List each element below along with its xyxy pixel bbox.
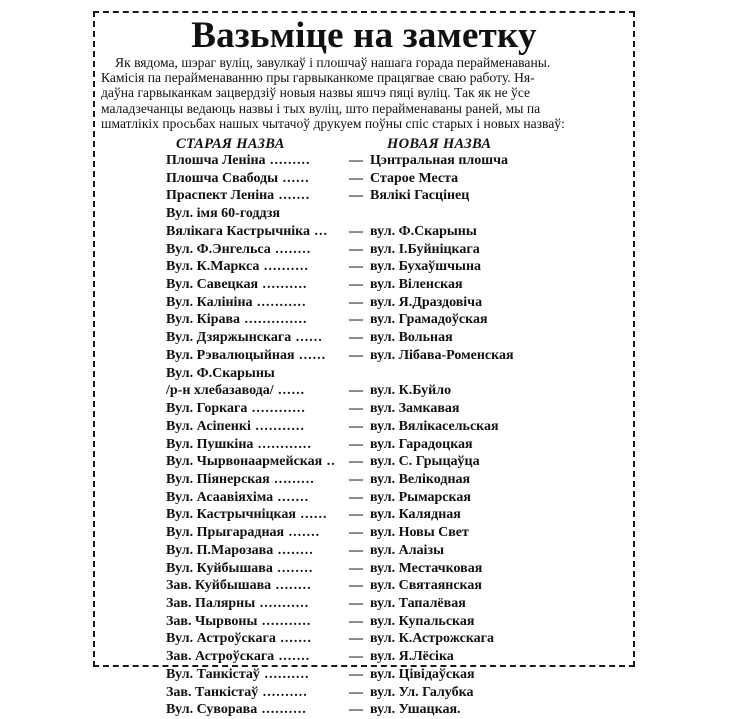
old-street-name-text: Вул. Чырвонаармейская xyxy=(166,454,323,470)
dot-leader: ............ xyxy=(253,436,312,452)
dot-leader: .. xyxy=(322,454,336,470)
old-street-name xyxy=(166,329,323,347)
new-street-name: вул. Алаізы xyxy=(370,542,444,558)
dot-leader: .......... xyxy=(258,277,308,293)
separator-dash: — xyxy=(349,684,363,700)
old-street-name xyxy=(166,684,308,702)
old-street-name xyxy=(166,613,311,631)
dot-leader: ........... xyxy=(255,595,310,611)
old-street-name xyxy=(166,471,315,489)
dot-leader: ........... xyxy=(250,418,305,434)
old-street-name-text: Вул. Кастрычніцкая xyxy=(166,507,296,523)
new-street-name: вул. Святаянская xyxy=(370,578,482,594)
old-street-name-text: Вул. Прыгарадная xyxy=(166,525,285,541)
old-street-name xyxy=(166,418,305,436)
separator-dash: — xyxy=(349,507,363,523)
intro-line: маладзечанцы ведаюць назвы і тых вуліц, што перайменаваны раней, мы па xyxy=(101,100,541,116)
old-street-name xyxy=(166,365,275,383)
list-row xyxy=(166,365,586,383)
separator-dash: — xyxy=(349,223,363,239)
separator-dash: — xyxy=(349,489,363,505)
old-street-name-text: Вул. Ф.Энгельса xyxy=(166,241,271,257)
old-street-name xyxy=(166,560,313,578)
dot-leader: .......... xyxy=(258,684,308,700)
separator-dash: — xyxy=(349,401,363,417)
separator-dash: — xyxy=(349,277,363,293)
new-street-name: вул. Грамадоўская xyxy=(370,312,488,328)
list-row xyxy=(166,684,586,702)
separator-dash: — xyxy=(349,259,363,275)
old-street-name-text: Вул. Танкістаў xyxy=(166,666,260,682)
new-street-name: вул. І.Буйніцкага xyxy=(370,241,480,257)
new-street-name: вул. Новы Свет xyxy=(370,525,469,541)
dot-leader: ............ xyxy=(247,401,306,417)
list-row xyxy=(166,347,586,365)
old-street-name-text: Вялікага Кастрычніка xyxy=(166,223,311,239)
intro-line: Як вядома, шэраг вуліц, завулкаў і плошчаў нашага горада перайменаваны. xyxy=(115,55,551,70)
list-row xyxy=(166,436,586,454)
old-street-name-text: Вул. Асіпенкі xyxy=(166,418,251,434)
dot-leader: ......... xyxy=(269,471,315,487)
old-street-name xyxy=(166,223,328,241)
old-street-name xyxy=(166,311,308,329)
old-street-name-text: Вул. імя 60-годдзя xyxy=(166,206,280,222)
old-street-name-text: Плошча Свабоды xyxy=(166,170,279,186)
new-street-name: Цэнтральная плошча xyxy=(370,153,508,168)
separator-dash: — xyxy=(349,649,363,665)
new-street-name: вул. Ушацкая. xyxy=(370,702,461,718)
dot-leader: ........ xyxy=(271,578,312,594)
old-street-name-text: Зав. Танкістаў xyxy=(166,684,259,700)
dot-leader: ....... xyxy=(275,631,312,647)
new-street-name: вул. Калядная xyxy=(370,507,461,523)
new-street-name: вул. Ф.Скарыны xyxy=(370,223,477,239)
old-street-name-text: Вул. Куйбышава xyxy=(166,560,273,576)
new-street-name: вул. Ул. Галубка xyxy=(370,684,474,700)
list-row xyxy=(166,276,586,294)
list-row xyxy=(166,630,586,648)
dot-leader: ...... xyxy=(273,383,306,399)
list-row xyxy=(166,205,586,223)
dot-leader: .......... xyxy=(259,666,310,682)
old-street-name xyxy=(166,170,310,188)
old-street-name xyxy=(166,595,309,613)
new-street-name: вул. Купальская xyxy=(370,613,475,629)
list-row xyxy=(166,258,586,276)
old-street-name-text: Вул. Суворава xyxy=(166,702,258,718)
new-street-name: вул. Цівідаўская xyxy=(370,666,475,682)
old-street-name-text: Зав. Куйбышава xyxy=(166,578,272,594)
new-street-name: Вялікі Гасцінец xyxy=(370,188,470,204)
dot-leader: ........ xyxy=(273,542,314,558)
old-street-name xyxy=(166,630,312,648)
intro-line: шматлікіх просьбах нашых чытачоў друкуем поўны спіс старых і новых назваў: xyxy=(101,115,565,131)
separator-dash: — xyxy=(349,613,363,629)
list-row xyxy=(166,471,586,489)
old-street-name xyxy=(166,152,311,170)
list-row xyxy=(166,187,586,205)
new-street-name: вул. Тапалёвая xyxy=(370,595,466,611)
separator-dash: — xyxy=(349,436,363,452)
old-street-name-text: Зав. Чырвоны xyxy=(166,613,258,629)
separator-dash: — xyxy=(349,383,363,399)
old-street-name-text: /р-н хлебазавода/ xyxy=(166,383,274,399)
dot-leader: ...... xyxy=(278,170,310,186)
new-street-name: вул. Замкавая xyxy=(370,401,460,417)
separator-dash: — xyxy=(349,418,363,434)
list-row xyxy=(166,577,586,595)
dot-leader: .......... xyxy=(257,702,307,718)
old-street-name xyxy=(166,205,280,223)
new-street-name: вул. Велікодная xyxy=(370,471,471,487)
intro-line: даўна гарвыканкам зацвердзіў новыя назвы яшчэ пяці вуліц. Так як не ўсе xyxy=(101,85,531,101)
old-street-name-text: Вул. Дзяржынскага xyxy=(166,330,292,346)
old-street-name xyxy=(166,382,305,400)
separator-dash: — xyxy=(349,525,363,541)
separator-dash: — xyxy=(349,578,363,594)
old-street-name xyxy=(166,577,312,595)
old-street-name xyxy=(166,524,320,542)
list-row xyxy=(166,542,586,560)
dot-leader: ....... xyxy=(274,649,311,665)
old-street-name-text: Вул. Асаавіяхіма xyxy=(166,489,274,505)
old-street-name xyxy=(166,506,327,524)
list-row xyxy=(166,506,586,524)
separator-dash: — xyxy=(349,170,363,186)
old-street-name-text: Вул. Піянерская xyxy=(166,471,270,487)
intro-paragraph xyxy=(101,55,627,131)
old-street-name xyxy=(166,666,309,684)
new-street-name: вул. С. Грыцаўца xyxy=(370,454,480,470)
old-street-name xyxy=(166,347,326,365)
new-street-name: вул. Гарадоцкая xyxy=(370,436,473,452)
old-street-name xyxy=(166,276,308,294)
separator-dash: — xyxy=(349,560,363,576)
list-row xyxy=(166,453,586,471)
separator-dash: — xyxy=(349,241,363,257)
separator-dash: — xyxy=(349,188,363,204)
old-street-name-text: Вул. Савецкая xyxy=(166,277,259,293)
dot-leader: ....... xyxy=(284,525,321,541)
dot-leader: ......... xyxy=(265,153,311,168)
separator-dash: — xyxy=(349,330,363,346)
new-street-name: вул. К.Астрожскага xyxy=(370,631,495,647)
new-street-name: вул. Местачковая xyxy=(370,560,483,576)
old-street-name xyxy=(166,436,312,454)
dot-leader: .......... xyxy=(259,259,309,275)
old-street-name xyxy=(166,701,307,719)
old-street-name-text: Вул. Астроўскага xyxy=(166,631,276,647)
article-title: Вазьміце на заметку xyxy=(191,15,537,56)
dot-leader: ... xyxy=(310,223,329,239)
old-street-name xyxy=(166,400,306,418)
old-street-name-text: Вул. П.Марозава xyxy=(166,542,274,558)
old-name-column-header: СТАРАЯ НАЗВА xyxy=(176,136,285,152)
list-row xyxy=(166,648,586,666)
new-street-name: вул. К.Буйло xyxy=(370,383,452,399)
separator-dash: — xyxy=(349,542,363,558)
list-row xyxy=(166,152,586,170)
new-street-name: вул. Вялікасельская xyxy=(370,418,499,434)
dot-leader: .............. xyxy=(240,312,308,328)
dot-leader: ....... xyxy=(273,489,310,505)
list-row xyxy=(166,524,586,542)
separator-dash: — xyxy=(349,347,363,363)
dot-leader: ...... xyxy=(294,347,327,363)
old-street-name-text: Зав. Астроўскага xyxy=(166,649,275,665)
new-street-name: Старое Места xyxy=(370,170,459,186)
old-street-name xyxy=(166,489,309,507)
new-name-column-header: НОВАЯ НАЗВА xyxy=(387,136,492,152)
list-row xyxy=(166,418,586,436)
list-row xyxy=(166,701,586,719)
list-row xyxy=(166,666,586,684)
old-street-name xyxy=(166,542,314,560)
new-street-name: вул. Я.Драздовіча xyxy=(370,294,483,310)
list-row xyxy=(166,170,586,188)
old-street-name-text: Праспект Леніна xyxy=(166,188,275,204)
list-row xyxy=(166,560,586,578)
old-street-name xyxy=(166,453,336,471)
separator-dash: — xyxy=(349,595,363,611)
dot-leader: ........... xyxy=(257,613,312,629)
old-street-name-text: Вул. К.Маркса xyxy=(166,259,260,275)
old-street-name xyxy=(166,648,310,666)
dot-leader: ........... xyxy=(252,294,307,310)
separator-dash: — xyxy=(349,666,363,682)
new-street-name: вул. Лібава-Роменская xyxy=(370,347,514,363)
old-street-name xyxy=(166,258,309,276)
separator-dash: — xyxy=(349,471,363,487)
new-street-name: вул. Я.Лёсіка xyxy=(370,649,454,665)
street-rename-list xyxy=(166,152,586,719)
list-row xyxy=(166,595,586,613)
separator-dash: — xyxy=(349,454,363,470)
old-street-name xyxy=(166,294,307,312)
list-row xyxy=(166,382,586,400)
list-row xyxy=(166,311,586,329)
list-row xyxy=(166,613,586,631)
old-street-name-text: Плошча Леніна xyxy=(166,153,266,168)
old-street-name-text: Вул. Горкага xyxy=(166,401,248,417)
old-street-name-text: Зав. Палярны xyxy=(166,595,256,611)
new-street-name: вул. Вольная xyxy=(370,330,453,346)
dot-leader: ...... xyxy=(291,330,323,346)
separator-dash: — xyxy=(349,702,363,718)
old-street-name xyxy=(166,241,311,259)
old-street-name-text: Вул. Кірава xyxy=(166,312,241,328)
separator-dash: — xyxy=(349,153,363,168)
new-street-name: вул. Віленская xyxy=(370,277,463,293)
dot-leader: ........ xyxy=(272,560,314,576)
list-row xyxy=(166,489,586,507)
dot-leader: ...... xyxy=(295,507,328,523)
list-row xyxy=(166,329,586,347)
list-row xyxy=(166,223,586,241)
intro-line: Камісія па перайменаванню пры гарвыканкоме працягвае сваю работу. Ня- xyxy=(101,70,535,86)
dot-leader: ....... xyxy=(274,188,311,204)
new-street-name: вул. Рымарская xyxy=(370,489,471,505)
separator-dash: — xyxy=(349,294,363,310)
old-street-name-text: Вул. Ф.Скарыны xyxy=(166,365,275,381)
dot-leader: ........ xyxy=(270,241,312,257)
old-street-name xyxy=(166,187,310,205)
list-row xyxy=(166,294,586,312)
list-row xyxy=(166,241,586,259)
separator-dash: — xyxy=(349,631,363,647)
separator-dash: — xyxy=(349,312,363,328)
old-street-name-text: Вул. Рэвалюцыйная xyxy=(166,347,295,363)
new-street-name: вул. Бухаўшчына xyxy=(370,259,482,275)
list-row xyxy=(166,400,586,418)
old-street-name-text: Вул. Калініна xyxy=(166,294,253,310)
old-street-name-text: Вул. Пушкіна xyxy=(166,436,254,452)
